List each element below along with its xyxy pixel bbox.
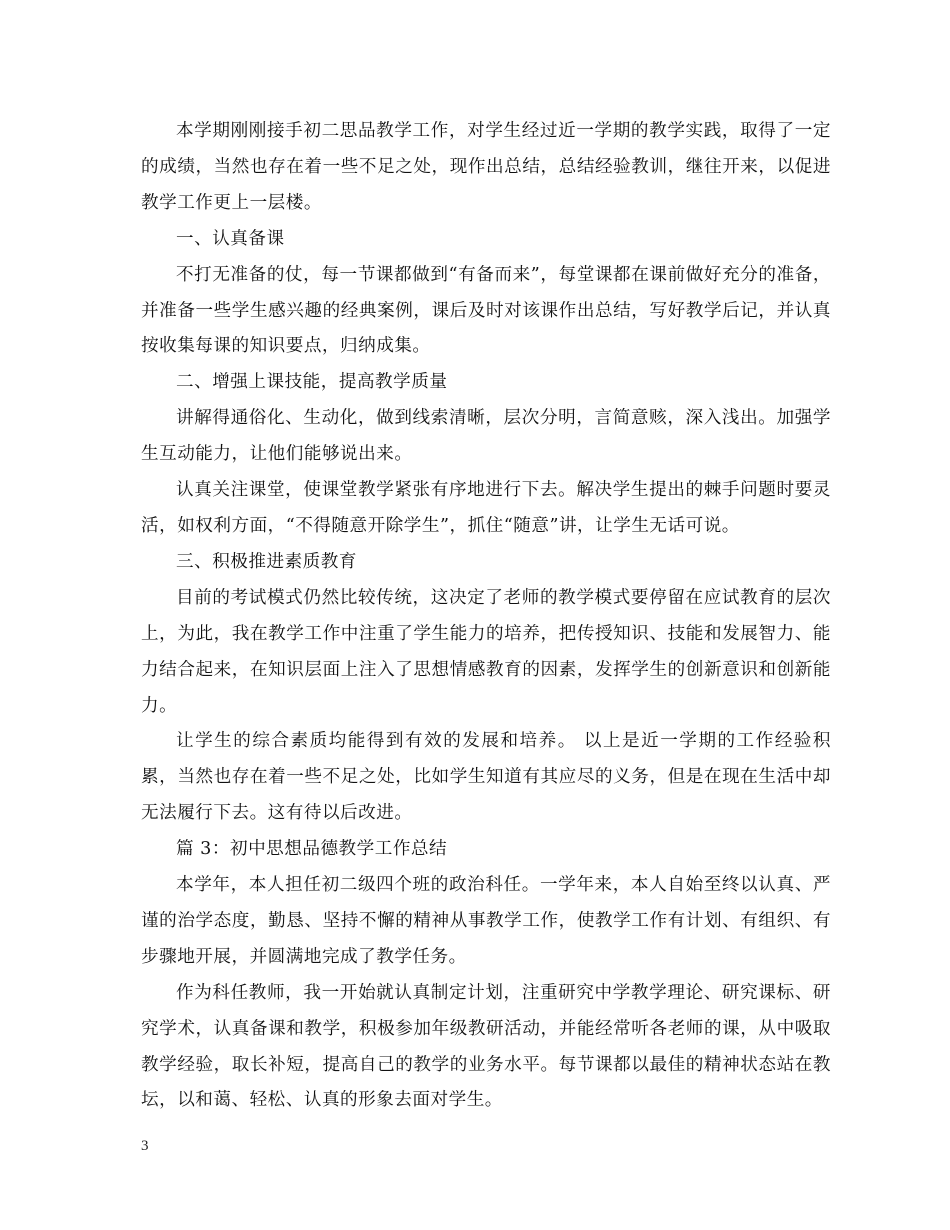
section-3-paragraph-2: 让学生的综合素质均能得到有效的发展和培养。 以上是近一学期的工作经验积累，当然也存在着一些不足之处，比如学生知道有其应尽的义务，但是在现在生活中却无法履行下去。这有待以后改进。 (141, 731, 831, 824)
article-paragraph-2: 作为科任教师，我一开始就认真制定计划，注重研究中学教学理论、研究课标、研究学术，认真备课和教学，积极参加年级教研活动，并能经常听各老师的课，从中吸取教学经验，取长补短，提高自己的教学的业务水平。每节课都以最佳的精神状态站在教坛，以和蔼、轻松、认真的形象去面对学生。 (141, 982, 831, 1111)
document-body (141, 114, 831, 1119)
section-heading-1: 一、认真备课 (176, 228, 285, 249)
section-1-paragraph: 不打无准备的仗，每一节课都做到“有备而来”，每堂课都在课前做好充分的准备，并准备一些学生感兴趣的经典案例，课后及时对该课作出总结，写好教学后记，并认真按收集每课的知识要点，归纳成集。 (141, 264, 831, 357)
section-2-paragraph-2: 认真关注课堂，使课堂教学紧张有序地进行下去。解决学生提出的棘手问题时要灵活，如权利方面，“不得随意开除学生”，抓住“随意”讲，让学生无话可说。 (141, 480, 831, 536)
article-heading: 篇 3：初中思想品德教学工作总结 (176, 839, 448, 860)
section-3-paragraph-1: 目前的考试模式仍然比较传统，这决定了老师的教学模式要停留在应试教育的层次上，为此，我在教学工作中注重了学生能力的培养，把传授知识、技能和发展智力、能力结合起来，在知识层面上注入了思想情感教育的因素，发挥学生的创新意识和创新能力。 (141, 587, 831, 716)
section-2-paragraph-1: 讲解得通俗化、生动化，做到线索清晰，层次分明，言简意赅，深入浅出。加强学生互动能力，让他们能够说出来。 (141, 408, 831, 465)
section-heading-3: 三、积极推进素质教育 (176, 551, 357, 572)
article-paragraph-1: 本学年，本人担任初二级四个班的政治科任。一学年来，本人自始至终以认真、严谨的治学态度，勤恳、坚持不懈的精神从事教学工作，使教学工作有计划、有组织、有步骤地开展，并圆满地完成了教学任务。 (141, 875, 831, 967)
intro-paragraph: 本学期刚刚接手初二思品教学工作，对学生经过近一学期的教学实践，取得了一定的成绩，当然也存在着一些不足之处，现作出总结，总结经验教训，继往开来，以促进教学工作更上一层楼。 (141, 121, 831, 213)
page-number: 3 (141, 1138, 149, 1154)
section-heading-2: 二、增强上课技能，提高教学质量 (176, 372, 448, 393)
